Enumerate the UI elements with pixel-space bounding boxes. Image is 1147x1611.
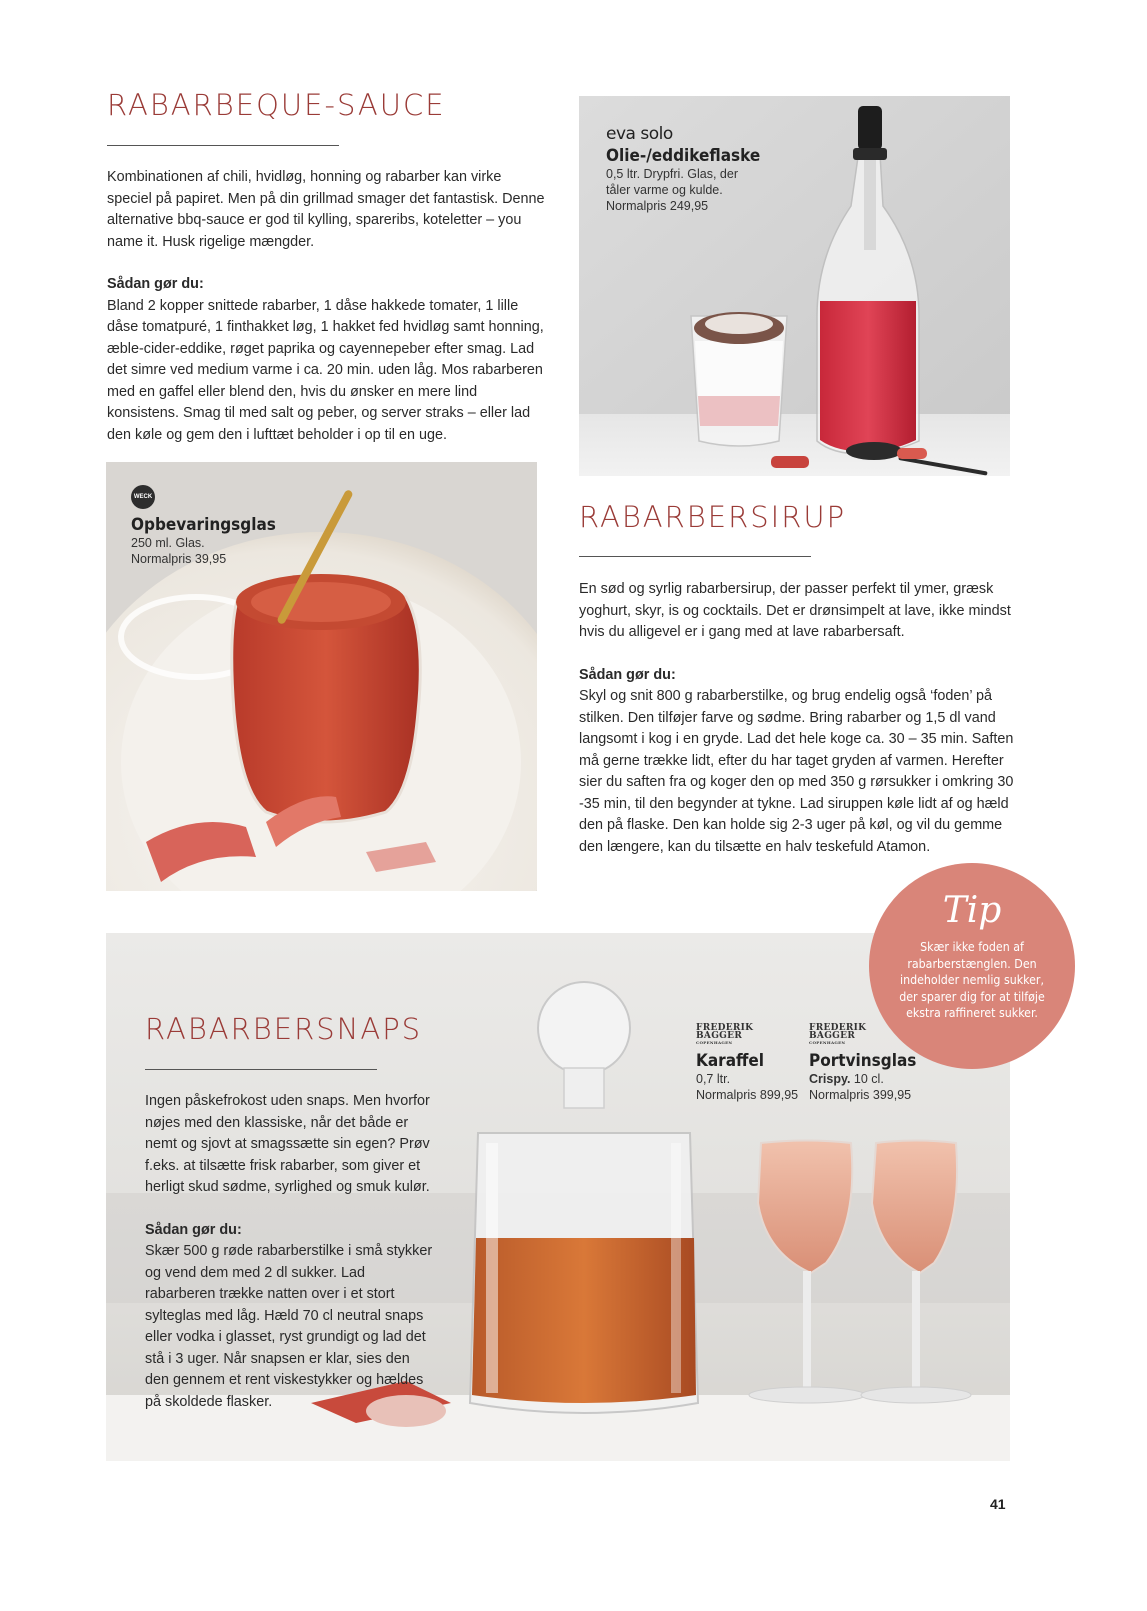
karaffel-product-price: Normalpris 899,95 xyxy=(696,1088,799,1102)
portvin-product-desc xyxy=(809,1071,929,1087)
sirup-title-rule xyxy=(579,556,811,557)
snaps-intro: Ingen påskefrokost uden snaps. Men hvorfor nøjes med den klassiske, når det både er nemt og sjovt at smagssætte sin egen? Prøv f.eks. at tilsætte frisk rabarber, som giver et herligt skud sødme, syrlighed og smuk kulør. xyxy=(145,1093,430,1195)
portvin-desc-rest: 10 cl. xyxy=(850,1072,884,1086)
frederik-bagger-logo xyxy=(696,1024,806,1045)
brand-line1: FREDERIK xyxy=(696,1023,754,1033)
portvin-desc-bold: Crispy. xyxy=(809,1072,851,1086)
sirup-intro: En sød og syrlig rabarbersirup, der passer perfekt til ymer, græsk yoghurt, skyr, is og cocktails. Det er drønsimpelt at lave, ikke mindst hvis du alligevel er i gang med at lave rabarbersaft. xyxy=(579,581,1011,640)
bottle-product-desc: 0,5 ltr. Drypfri. Glas, der tåler varme og kulde. xyxy=(606,167,738,197)
sauce-how-text: Bland 2 kopper snittede rabarber, 1 dåse hakkede tomater, 1 lille dåse tomatpuré, 1 finthakket løg, 1 hakket fed hvidløg samt honning, æble-cider-eddike, røget paprika og cayennepeber efter smag. Lad det simre ved medium varme i ca. 20 min. uden låg. Mos rabarberen med en gaffel eller blend den, hvis du ønsker en mere lind konsistens. Smag til med salt og peber, og server straks – eller lad den køle og gem den i lufttæt beholder i op til en uge. xyxy=(107,297,544,443)
portvin-product-name: Portvinsglas xyxy=(809,1051,917,1071)
sauce-title-rule xyxy=(107,145,339,146)
brand-line3: COPENHAGEN xyxy=(696,1040,733,1045)
weck-logo: WECK xyxy=(131,485,155,509)
sauce-title: RABARBEQUE-SAUCE xyxy=(107,88,446,122)
bottle-product-name: Olie-/eddikeflaske xyxy=(606,146,761,166)
bottle-product-price: Normalpris 249,95 xyxy=(606,199,709,213)
tip-text: Skær ikke foden af rabarberstænglen. Den indeholder nemlig sukker, der sparer dig for at tilføje ekstra raffineret sukker. xyxy=(899,940,1045,1020)
bottle-product-info xyxy=(606,124,806,214)
jar-product-name: Opbevaringsglas xyxy=(131,515,276,535)
portvin-product-price: Normalpris 399,95 xyxy=(809,1088,912,1102)
sauce-body xyxy=(107,167,547,446)
sirup-how-label: Sådan gør du: xyxy=(579,666,676,683)
sirup-title: RABARBERSIRUP xyxy=(579,500,847,534)
karaffel-product-desc: 0,7 ltr. xyxy=(696,1072,731,1086)
sirup-body xyxy=(579,579,1019,858)
brand-line2: BAGGER xyxy=(809,1031,856,1041)
sauce-how-label: Sådan gør du: xyxy=(107,276,204,292)
snaps-how-label: Sådan gør du: xyxy=(145,1221,242,1238)
brand-line1: FREDERIK xyxy=(809,1023,867,1033)
jar-product-info xyxy=(131,485,331,567)
karaffel-product-name: Karaffel xyxy=(696,1051,765,1071)
sauce-intro: Kombinationen af chili, hvidløg, honning og rabarber kan virke speciel på papiret. Men på din grillmad smager det fantastisk. Denne alternative bbq-sauce er god til kylling, spareribs, koteletter – you name it. Husk rigelige mængder. xyxy=(107,169,545,250)
jar-product-desc: 250 ml. Glas. xyxy=(131,536,205,550)
snaps-title-rule xyxy=(145,1069,377,1070)
jar-product-price: Normalpris 39,95 xyxy=(131,552,227,566)
sirup-how-text: Skyl og snit 800 g rabarberstilke, og brug endelig også ‘foden’ på stilken. Den tilføjer farve og sødme. Bring rabarber og 1,5 dl vand langsomt i kog i en gryde. Lad det hele koge ca. 30 – 35 min. Saften må gerne trække lidt, efter du har taget gryden af varmen. Herefter sier du saften fra og koger den op med 350 g rørsukker i omkring 30 -35 min, til den begynder at tykne. Lad siruppen køle lidt af og hæld den på flaske. Den kan holde sig 2-3 uger på køl, og vil du gemme den længere, kan du tilsætte en halv teskefuld Atamon. xyxy=(579,688,1014,855)
tip-circle xyxy=(869,863,1075,1069)
snaps-how-text: Skær 500 g røde rabarberstilke i små stykker og vend dem med 2 dl sukker. Lad rabarberen trække natten over i et stort sylteglas med låg. Hæld 70 cl neutral snaps eller vodka i glasset, ryst grundigt og lad det stå i 3 uger. Når snapsen er klar, sies den den gennem et rent viskestykker og hældes på skoldede flasker. xyxy=(145,1243,433,1410)
page-number: 41 xyxy=(990,1496,1006,1512)
snaps-body xyxy=(145,1091,433,1413)
tip-heading: Tip xyxy=(942,890,1002,931)
brand-line2: BAGGER xyxy=(696,1031,743,1041)
brand-line3: COPENHAGEN xyxy=(809,1040,846,1045)
karaffel-product-info xyxy=(696,1024,806,1103)
eva-solo-logo: eva solo xyxy=(606,124,673,144)
snaps-title: RABARBERSNAPS xyxy=(145,1012,423,1046)
